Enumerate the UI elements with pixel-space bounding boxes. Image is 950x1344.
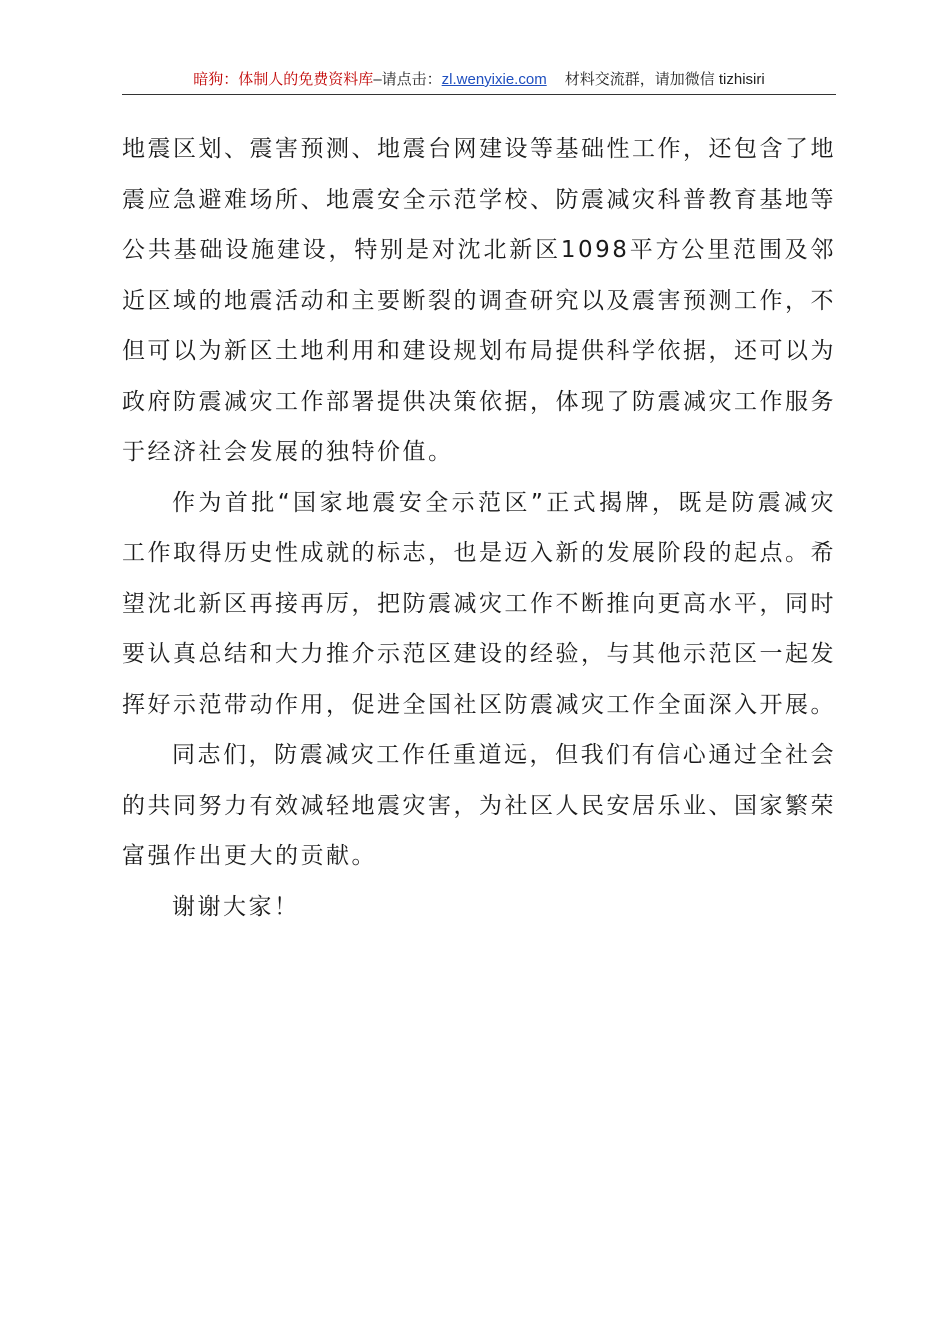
header-group-info: 材料交流群，请加微信 tizhisiri bbox=[564, 71, 765, 88]
page-header bbox=[122, 68, 836, 95]
paragraph-demonstration-zone: 作为首批“国家地震安全示范区”正式揭牌，既是防震减灾工作取得历史性成就的标志，也是迈入新的发展阶段的起点。希望沈北新区再接再厉，把防震减灾工作不断推向更高水平，同时要认真总结和大力推介示范区建设的经验，与其他示范区一起发挥好示范带动作用，促进全国社区防震减灾工作全面深入开展。 bbox=[122, 489, 836, 718]
header-brand: 暗狗：体制人的免费资料库 bbox=[193, 71, 374, 88]
paragraph-continuation: 地震区划、震害预测、地震台网建设等基础性工作，还包含了地震应急避难场所、地震安全示范学校、防震减灾科普教育基地等公共基础设施建设，特别是对沈北新区1098平方公里范围及邻近区域的地震活动和主要断裂的调查研究以及震害预测工作，不但可以为新区土地利用和建设规划布局提供科学依据，还可以为政府防震减灾工作部署提供决策依据，体现了防震减灾工作服务于经济社会发展的独特价值。 bbox=[122, 136, 836, 465]
paragraph-thanks: 谢谢大家！ bbox=[172, 893, 300, 920]
paragraph-closing: 同志们，防震减灾工作任重道远，但我们有信心通过全社会的共同努力有效减轻地震灾害，为社区人民安居乐业、国家繁荣富强作出更大的贡献。 bbox=[122, 742, 836, 869]
document-body bbox=[122, 124, 836, 932]
header-link[interactable]: zl.wenyixie.com bbox=[441, 71, 547, 88]
header-click-prefix: –请点击： bbox=[373, 71, 442, 88]
